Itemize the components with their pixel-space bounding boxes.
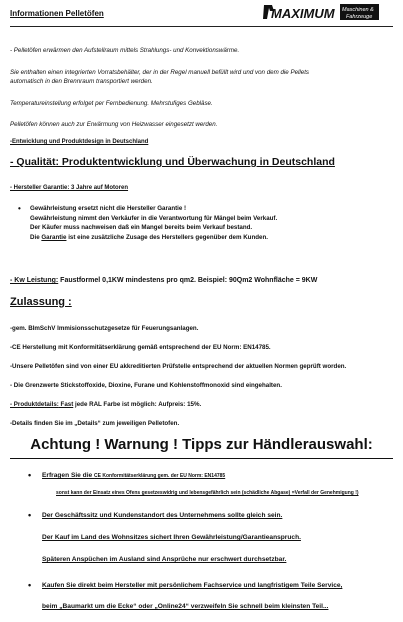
zulassung-line-6: -Details finden Sie im „Details“ zum jeweiligen Pelletofen.: [10, 420, 180, 427]
bullet-dot: •: [28, 580, 32, 590]
intro-line-1: - Pelletöfen erwärmen den Aufstellraum mittels Strahlungs- und Konvektionswärme.: [10, 47, 240, 54]
guarantee-label: - Hersteller Garantie: 3 Jahre auf Motoren: [10, 185, 129, 191]
logo-wordmark: MAXIMUM: [271, 6, 335, 21]
warning-item-2-line-1: Der Geschäftssitz und Kundenstandort des Unternehmens sollte gleich sein.: [42, 512, 283, 519]
zulassung-heading: Zulassung :: [10, 296, 72, 308]
warning-item-2-line-2: Der Kauf im Land des Wohnsitzes sichert Ihren Gewährleistung/Garantieanspruch.: [42, 534, 301, 541]
intro-line-3: automatisch in den Brennraum transportiert werden.: [10, 78, 153, 85]
intro-line-6: -Entwicklung und Produktdesign in Deutschland: [10, 139, 149, 145]
svg-text:Fahrzeuge: Fahrzeuge: [346, 14, 373, 20]
guarantee-line-4: Die Garantie ist eine zusätzliche Zusage des Herstellers gegenüber dem Kunden.: [30, 233, 268, 241]
zulassung-line-3: -Unsere Pelletöfen sind von einer EU akkreditierten Prüfstelle entsprechend der aktuellen Normen geprüft worden.: [10, 363, 347, 370]
intro-line-2: Sie enthalten einen integrierten Vorratsbehälter, der in der Regel manuell befüllt wird und von dem die Pellets: [10, 69, 310, 76]
zulassung-line-1: -gem. BImSchV Immisionsschutzgesetze für Feuerungsanlagen.: [10, 325, 199, 332]
zulassung-line-2: -CE Herstellung mit Konformitätserklärung gemäß entsprechend der EU Norm: EN14785.: [10, 344, 271, 351]
warning-heading: Achtung ! Warnung ! Tipps zur Händlerauswahl:: [30, 436, 373, 453]
zulassung-line-4: - Die Grenzwerte Stickstoffoxide, Dioxine, Furane und Kohlenstoffmonoxid sind eingehalten.: [10, 382, 282, 389]
warning-item-1: Erfragen Sie die CE Konformitätserklärung gem. der EU Norm: EN14785: [42, 472, 226, 479]
document-title: Informationen Pelletöfen: [10, 9, 104, 18]
warning-item-3-line-2: beim „Baumarkt um die Ecke“ oder „Online24“ verzweifeln Sie schnell beim kleinsten Teil...: [42, 603, 329, 610]
bullet-dot: •: [28, 510, 32, 520]
guarantee-line-1: Gewährleistung ersetzt nicht die Hersteller Garantie !: [30, 205, 187, 212]
power-line: - Kw Leistung: Faustformel 0,1KW mindestens pro qm2. Beispiel: 90Qm2 Wohnfläche = 9KW: [10, 277, 318, 284]
guarantee-line-3: Der Käufer muss nachweisen daß ein Mangel bereits beim Verkauf bestand.: [30, 224, 253, 231]
guarantee-bullet: [18, 204, 278, 242]
intro-line-4: Temperatureinstellung erfolget per Fernbedienung. Mehrstufiges Gebläse.: [10, 100, 213, 107]
quality-heading: - Qualität: Produktentwicklung und Überwachung in Deutschland: [10, 156, 335, 168]
warning-item-1-note: sonst kann der Einsatz eines Ofens gesetzeswidrig und lebensgefährlich sein (schädliche Abgase) =Verfall der Genehmigung !): [56, 490, 359, 496]
header-rule: [10, 26, 393, 27]
company-logo: [262, 3, 380, 21]
intro-line-5: Pelletöfen können auch zur Erwärmung von Heizwasser eingesetzt werden.: [10, 121, 218, 128]
warning-item-2-line-3: Späteren Anspüchen im Ausland sind Ansprüche nur erschwert durchsetzbar.: [42, 556, 287, 563]
zulassung-line-5: - Produktdetails: Fast jede RAL Farbe ist möglich: Aufpreis: 15%.: [10, 401, 202, 408]
bullet-dot: •: [28, 470, 32, 480]
svg-text:Maschinen &: Maschinen &: [342, 7, 374, 13]
guarantee-line-2: Gewährleistung nimmt den Verkäufer in die Verantwortung für Mängel beim Verkauf.: [30, 214, 278, 222]
warning-item-3-line-1: Kaufen Sie direkt beim Hersteller mit persönlichem Fachservice und langfristigem Teile Service,: [42, 582, 343, 589]
bullet-dot: •: [18, 204, 21, 213]
warning-rule: [10, 458, 393, 459]
